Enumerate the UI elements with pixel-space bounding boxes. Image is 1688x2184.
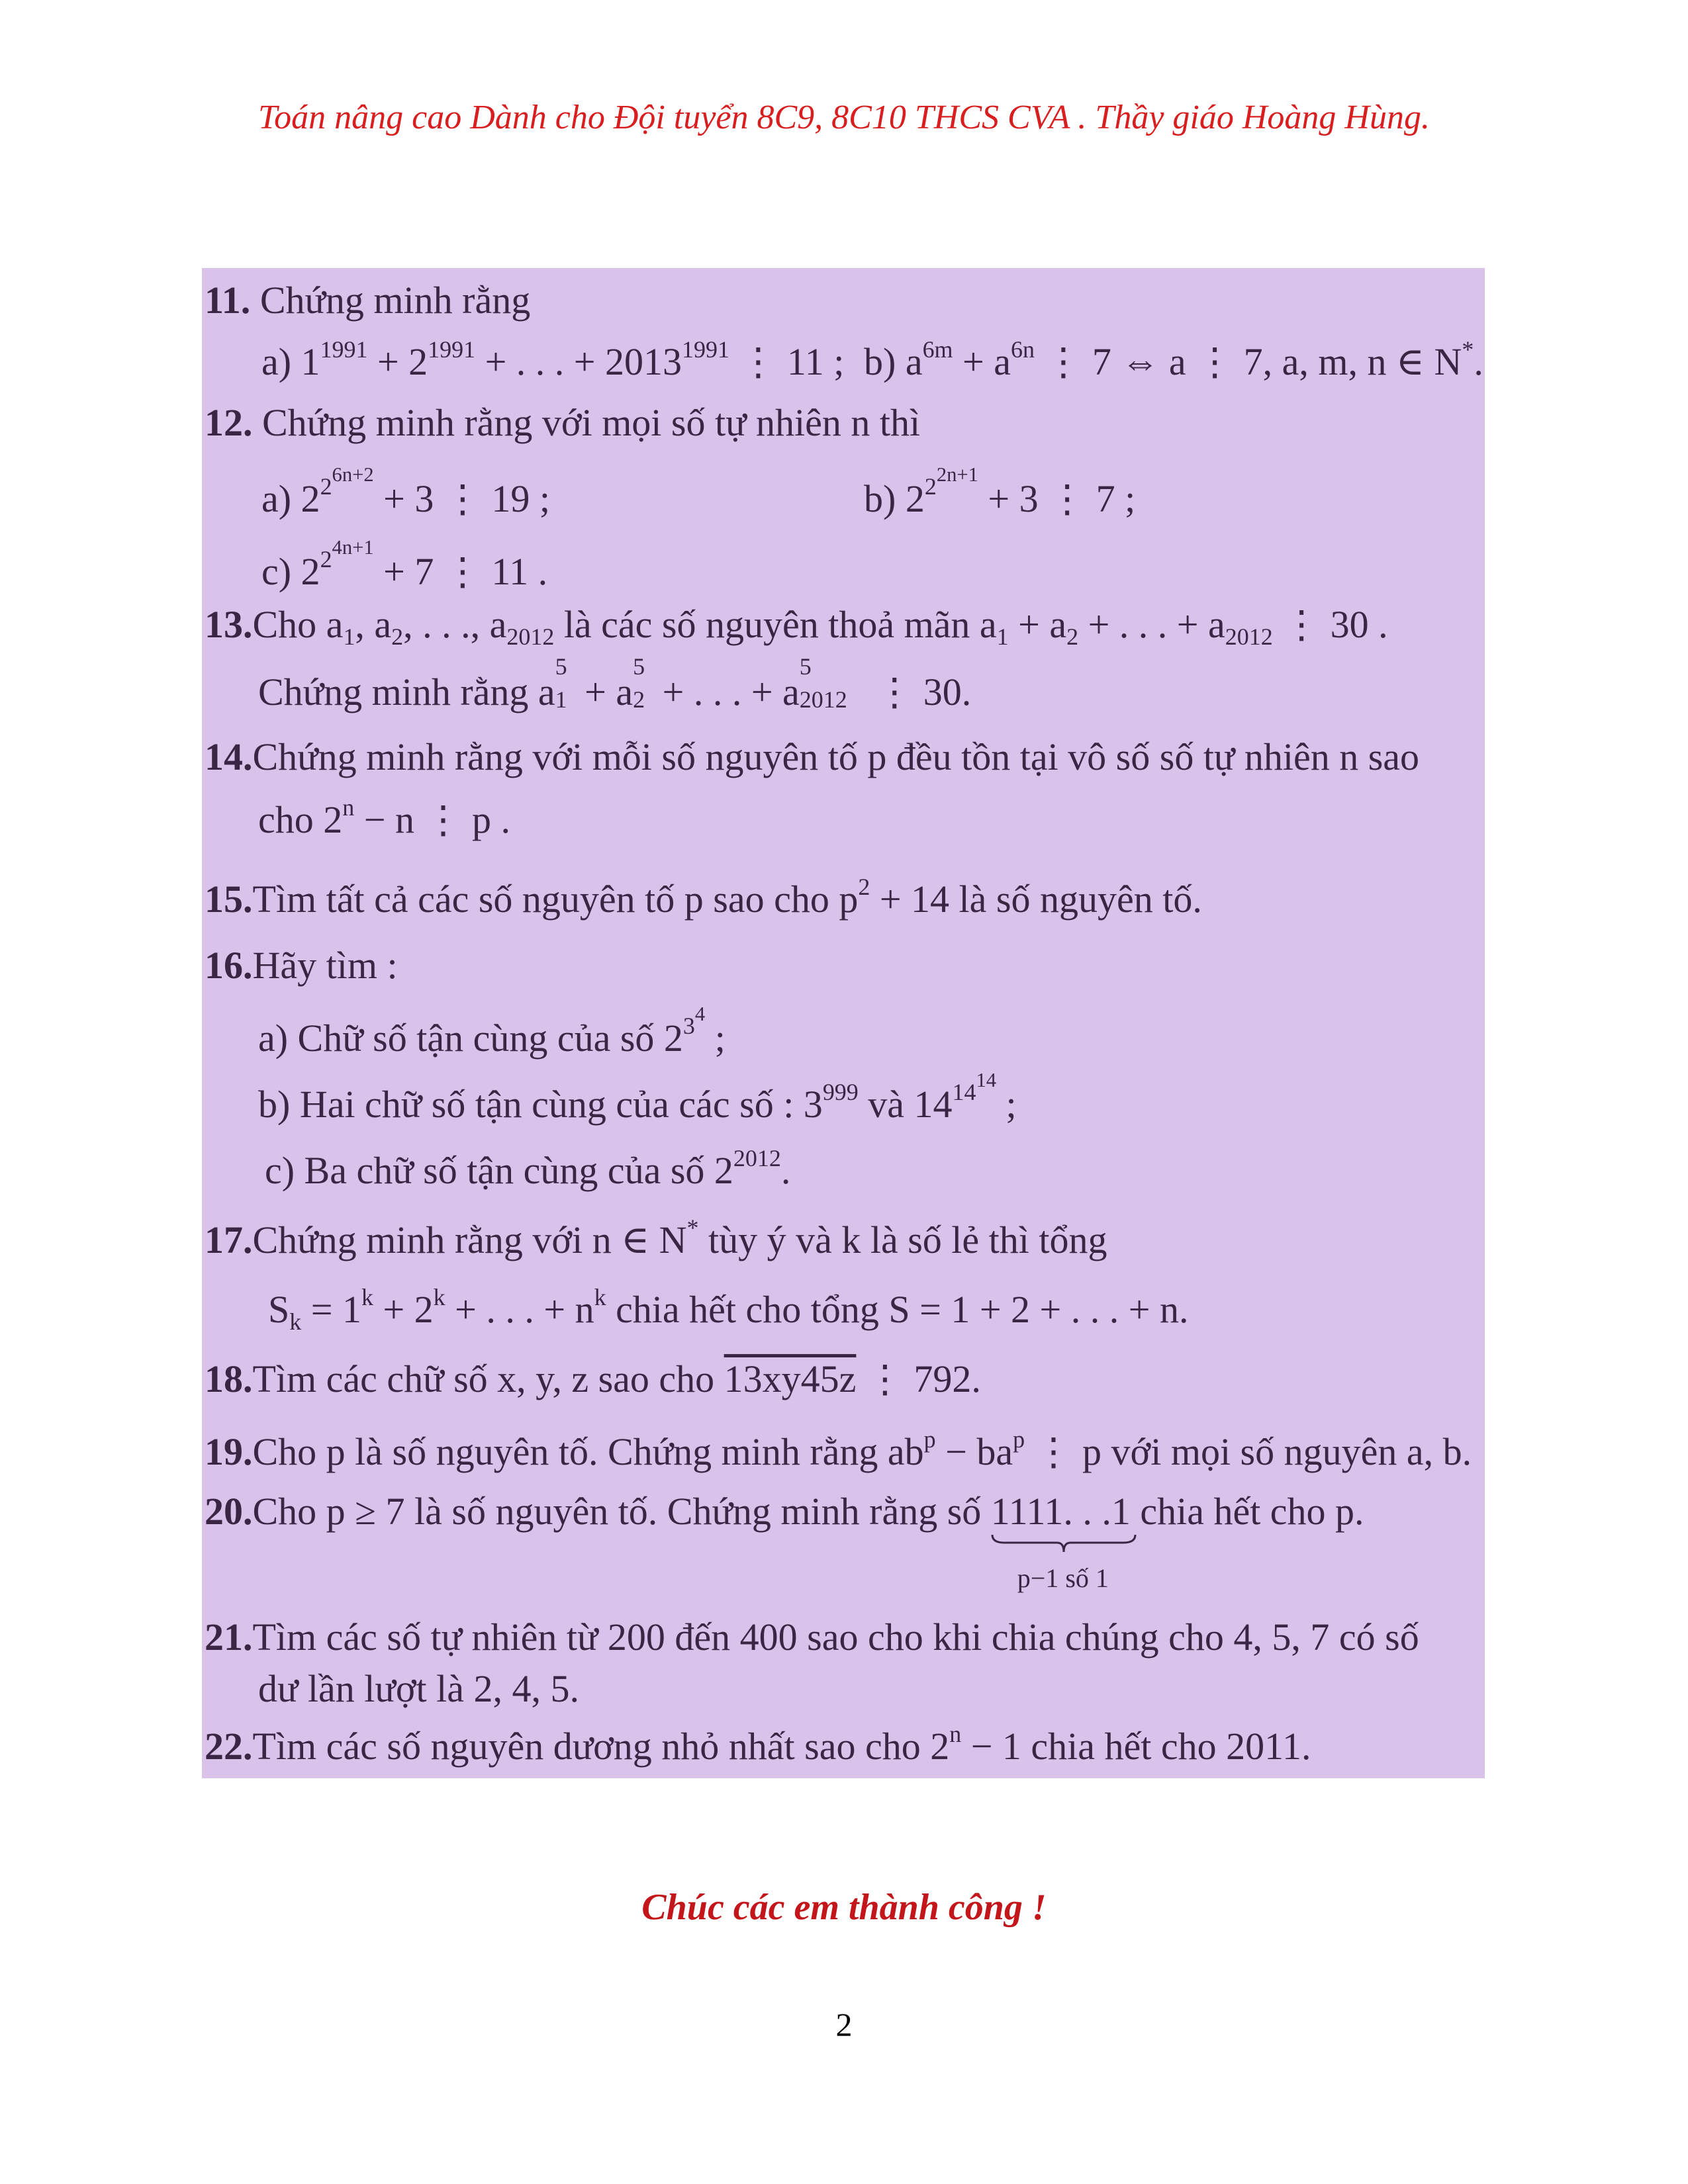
problem-11-title bbox=[205, 281, 530, 320]
page-header: Toán nâng cao Dành cho Đội tuyển 8C9, 8C10 THCS CVA . Thầy giáo Hoàng Hùng. bbox=[258, 99, 1430, 136]
problem-22: 22.Tìm các số nguyên dương nhỏ nhất sao cho $2^n - 1$ chia hết cho 2011. bbox=[205, 1721, 1311, 1768]
problem-15: 15.Tìm tất cả các số nguyên tố p sao cho $p^2 + 14$ là số nguyên tố. bbox=[205, 874, 1202, 921]
problem-18: 18.Tìm các chữ số x, y, z sao cho 13xy45z ⋮ 792. bbox=[205, 1357, 981, 1400]
problem-12b: b) $2^{2^{2n+1}} + 3$ ⋮ 7 ; bbox=[864, 463, 1136, 520]
problem-17-line2: $S_k = 1^k + 2^k$ + . . . + $n^k$ chia hết cho tổng S = 1 + 2 + . . . + n. bbox=[268, 1284, 1189, 1335]
closing-message: Chúc các em thành công ! bbox=[641, 1887, 1047, 1928]
problem-16b: b) Hai chữ số tận cùng của các số : $3^{999}$ và $14^{14^{14}}$ ; bbox=[258, 1069, 1017, 1126]
problem-19: 19.Cho p là số nguyên tố. Chứng minh rằng $ab^p - ba^p$ ⋮ p với mọi số nguyên a, b. bbox=[205, 1426, 1472, 1473]
underbrace-icon bbox=[991, 1533, 1137, 1553]
problem-13-line1: 13.Cho $a_1$, $a_2$, . . ., $a_{2012}$ là các số nguyên thoả mãn $a_1 + a_2$ + . . . + $a_{2012}$ ⋮ 30 . bbox=[205, 603, 1388, 650]
problem-11a: a) $1^{1991} + 2^{1991}$ + . . . + $2013^{1991}$ ⋮ 11 ; bbox=[261, 336, 845, 383]
problem-11b: b) $a^{6m} + a^{6n}$ ⋮ 7 ⇔ a ⋮ 7, a, m, n ∈ N*. bbox=[864, 336, 1483, 383]
problem-17-line1: 17.Chứng minh rằng với n ∈ N* tùy ý và k là số lẻ thì tổng bbox=[205, 1214, 1107, 1261]
problem-21-line2: dư lần lượt là 2, 4, 5. bbox=[258, 1667, 579, 1710]
problem-12-title: 12. Chứng minh rằng với mọi số tự nhiên n thì bbox=[205, 401, 921, 444]
problem-16a: a) Chữ số tận cùng của số $2^{3^4}$ ; bbox=[258, 1003, 726, 1060]
problem-16-title: 16.Hãy tìm : bbox=[205, 944, 398, 987]
problem-13-line2: Chứng minh rằng a 5 1 + a 5 2 + . . . + a 5 2012 ⋮ 30. bbox=[258, 653, 972, 713]
problem-14-line1: 14.Chứng minh rằng với mỗi số nguyên tố p đều tồn tại vô số số tự nhiên n sao bbox=[205, 735, 1420, 778]
problem-20: 20.Cho p ≥ 7 là số nguyên tố. Chứng minh rằng số 1111. . .1 p−1 số 1 chia hết cho p. bbox=[205, 1490, 1364, 1593]
problem-12a: a) $2^{2^{6n+2}} + 3$ ⋮ 19 ; bbox=[261, 463, 550, 520]
problem-21-line1: 21.Tìm các số tự nhiên từ 200 đến 400 sao cho khi chia chúng cho 4, 5, 7 có số bbox=[205, 1615, 1419, 1659]
scanned-problem-sheet bbox=[202, 268, 1485, 1778]
page-number: 2 bbox=[835, 2006, 853, 2043]
problem-number: 11. bbox=[205, 279, 251, 322]
problem-text: Chứng minh rằng bbox=[259, 279, 531, 322]
underbrace-number: 1111. . .1 p−1 số 1 bbox=[991, 1492, 1131, 1531]
problem-12c: c) $2^{2^{4n+1}} + 7$ ⋮ 11 . bbox=[261, 536, 548, 593]
problem-14-line2: cho $2^n - n$ ⋮ p . bbox=[258, 794, 510, 841]
problem-16c: c) Ba chữ số tận cùng của số $2^{2012}$. bbox=[265, 1145, 791, 1192]
